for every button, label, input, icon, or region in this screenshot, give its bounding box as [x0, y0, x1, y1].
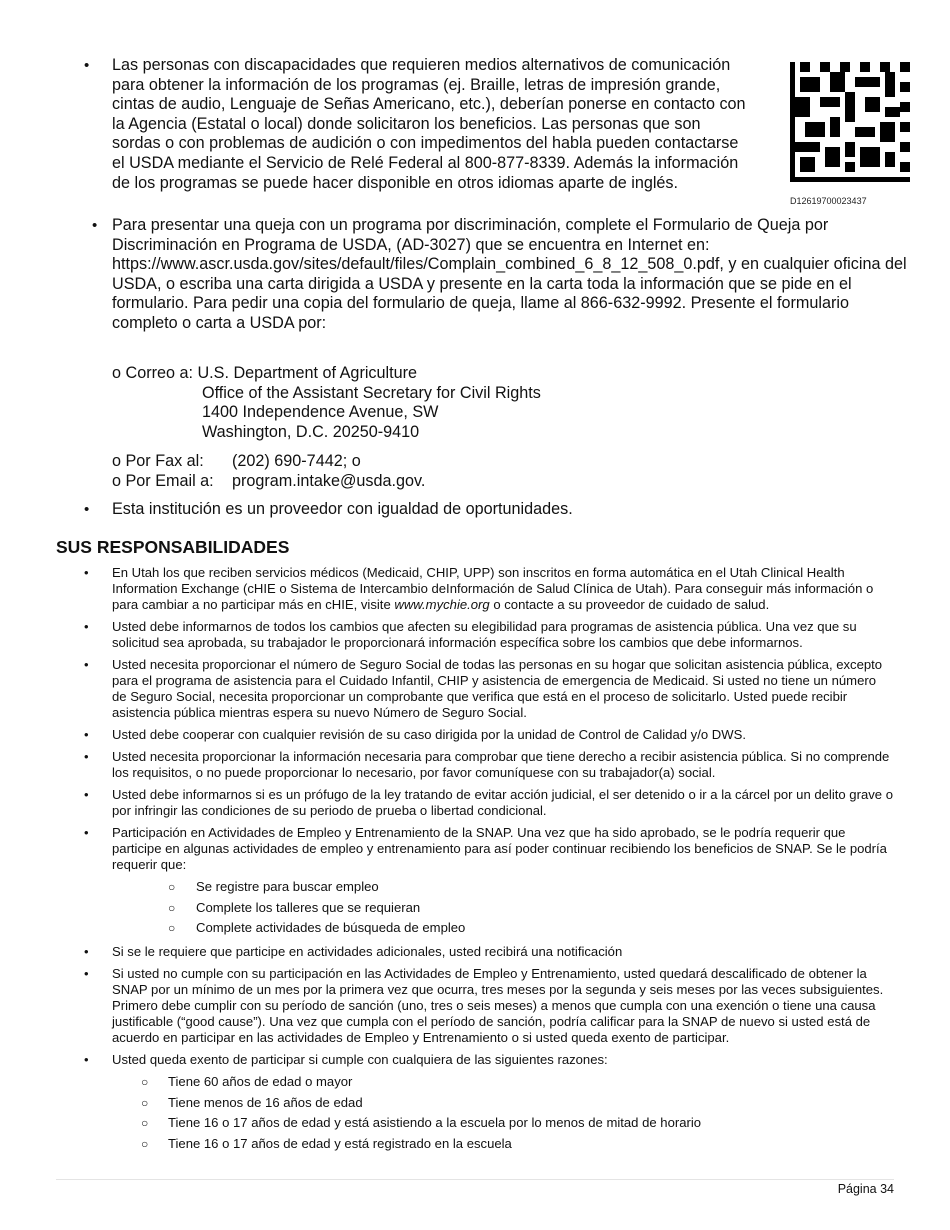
address-line: Office of the Assistant Secretary for Civil Rights	[202, 383, 541, 402]
circle-bullet-icon: ○	[141, 1095, 149, 1110]
item-text: Usted necesita proporcionar la información necesaria para comprobar que tiene derecho a recibir asistencia pública. Si no comprende los requisitos, o no puede proporcionar lo necesario, por favor comuníquese con su trabajador(a) social.	[112, 749, 890, 780]
item-text: Usted debe cooperar con cualquier revisión de su caso dirigida por la unidad de Control de Calidad y/o DWS.	[112, 727, 746, 742]
item-text: Tiene 16 o 17 años de edad y está asistiendo a la escuela por lo menos de mitad de horario	[168, 1115, 702, 1130]
circle-bullet-icon: ○	[141, 1136, 149, 1151]
sub-list-item	[0, 900, 950, 916]
item-text: Usted queda exento de participar si cumple con cualquiera de las siguientes razones:	[112, 1052, 608, 1067]
item-text: Complete actividades de búsqueda de empleo	[196, 920, 466, 935]
item-text: Tiene 16 o 17 años de edad y está registrado en la escuela	[168, 1135, 512, 1151]
equal-opportunity-statement: Esta institución es un proveedor con igualdad de oportunidades.	[112, 500, 573, 518]
snap-requirements-sublist	[0, 879, 950, 936]
list-item	[0, 825, 894, 873]
bullet-icon: •	[84, 966, 89, 981]
item-text: Usted debe informarnos si es un prófugo de la ley tratando de evitar acción judicial, el ser detenido o ir a la cárcel por un delito grave o por infringir las condiciones de su periodo de prueba o libertad condicional.	[112, 787, 893, 818]
bullet-icon: •	[84, 944, 89, 959]
item-text: Complete los talleres que se requieran	[196, 899, 421, 915]
bullet-icon: •	[84, 657, 89, 672]
page-number: Página 34	[837, 1182, 894, 1196]
sub-list-item	[0, 1074, 950, 1090]
complaint-paragraph: Para presentar una queja con un programa por discriminación, complete el Formulario de Queja por Discriminación en Programa de USDA, (AD-3027) que se encuentra en Internet en: https://www.ascr.usda.gov/sites/default/files/Complain_combined_6_8_12_508_0.pdf, y en cualquier oficina del USDA, o escriba una carta dirigida a USDA y presente en la carta toda la información que se pide en el formulario. Para pedir una copia del formulario de queja, llame al 866-632-9992. Presente el formulario completo o carta a USDA por:	[112, 216, 907, 332]
circle-bullet-icon: ○	[168, 900, 176, 915]
bullet-icon: •	[84, 749, 89, 764]
datamatrix-barcode-icon	[790, 62, 910, 182]
email-label: o Por Email a:	[112, 471, 214, 490]
list-item	[0, 966, 894, 1046]
mychie-link[interactable]: www.mychie.org	[394, 597, 490, 612]
sub-list-item	[0, 1136, 950, 1152]
address-line: 1400 Independence Avenue, SW	[202, 403, 439, 422]
list-item	[0, 749, 894, 781]
bullet-icon: •	[84, 501, 90, 518]
address-line: Washington, D.C. 20250-9410	[202, 422, 420, 441]
bullet-icon: •	[92, 217, 98, 234]
bullet-icon: •	[84, 787, 89, 802]
mailing-address	[112, 364, 812, 442]
address-line: U.S. Department of Agriculture	[197, 364, 418, 382]
list-item	[0, 787, 894, 819]
item-text: Usted debe informarnos de todos los cambios que afecten su elegibilidad para programas de asistencia pública. Una vez que su solicitud sea aprobada, su trabajador le proporcionará información específica sobre los cambios que debe informarnos.	[112, 619, 857, 650]
list-item	[0, 657, 894, 721]
bullet-icon: •	[84, 619, 89, 634]
item-text: Tiene 60 años de edad o mayor	[168, 1074, 353, 1089]
item-text: Si usted no cumple con su participación en las Actividades de Empleo y Entrenamiento, usted quedará descalificado de obtener la SNAP por un mínimo de un mes por la primera vez que ocurra, tres meses por la segunda y seis meses por las veces subsiguientes. Primero debe cumplir con su período de sanción (uno, tres o seis meses) a menos que cumpla con una exención o tiene una causa justificable (“good cause”). Una vez que cumpla con el período de sanción, podría calificar para la SNAP de nuevo si usted está de acuerdo en participar en las actividades de Empleo y Entrenamiento o si usted queda exento de participar.	[112, 966, 884, 1045]
item-text: o contacte a su proveedor de cuidado de salud.	[489, 597, 770, 612]
item-text: Participación en Actividades de Empleo y Entrenamiento de la SNAP. Una vez que ha sido aprobado, se le podría requerir que participe en algunas actividades de empleo y entrenamiento para así poder continuar recibiendo los beneficios de SNAP. Se le podría requerir que:	[112, 825, 887, 872]
bullet-icon: •	[84, 727, 89, 742]
sub-list-item	[0, 920, 950, 936]
sub-list-item	[0, 879, 950, 895]
list-item	[0, 619, 894, 651]
section-heading: SUS RESPONSABILIDADES	[56, 537, 290, 557]
item-text: Usted necesita proporcionar el número de Seguro Social de todas las personas en su hogar que solicitan asistencia pública, excepto para el programa de asistencia para el Cuidado Infantil, CHIP y asistencia de emergencia de Medicaid. Si usted no tiene un número de Seguro Social, necesita proporcionar un comprobante que verifica que está en el proceso de solicitarlo. Usted puede recibir asistencia pública mientras espera su nuevo Número de Seguro Social.	[112, 657, 883, 720]
list-item	[0, 944, 894, 960]
accessibility-paragraph: Las personas con discapacidades que requieren medios alternativos de comunicación para obtener la información de los programas (ej. Braille, letras de impresión grande, cintas de audio, Lenguaje de Señas Americano, etc.), deberían ponerse en contacto con la Agencia (Estatal o local) donde solicitaron los beneficios. Las personas que son sordas o con problemas de audición o con impedimentos del habla pueden contactarse el USDA mediante el Servicio de Relé Federal al 800-877-8339. Además la información de los programas se puede hacer disponible en otros idiomas aparte de inglés.	[112, 56, 746, 192]
list-item	[0, 1052, 894, 1068]
barcode-id: D12619700023437	[790, 196, 867, 206]
item-text: Si se le requiere que participe en actividades adicionales, usted recibirá una notificación	[112, 944, 623, 959]
sub-list-item	[0, 1095, 950, 1111]
footer-divider	[56, 1179, 894, 1180]
sub-list-item	[0, 1115, 950, 1131]
circle-bullet-icon: ○	[168, 921, 176, 935]
bullet-icon: •	[84, 1052, 89, 1067]
circle-bullet-icon: ○	[141, 1075, 149, 1089]
bullet-icon: •	[84, 57, 90, 74]
fax-number: (202) 690-7442; o	[232, 452, 361, 470]
contact-methods	[112, 452, 812, 491]
bullet-icon: •	[84, 565, 89, 580]
item-text: En Utah los que reciben servicios médicos (Medicaid, CHIP, UPP) son inscritos en forma automática en el Utah Clinical Health Information Exchange (cHIE o Sistema de Intercambio deInformación de Salud Clínica de Utah). Para conseguir más información o para cambiar a no participar más en cHIE, visite	[112, 565, 874, 612]
item-text: Se registre para buscar empleo	[196, 879, 379, 894]
exemption-sublist	[0, 1074, 950, 1152]
mail-label: o Correo a:	[112, 364, 193, 382]
fax-label: o Por Fax al:	[112, 452, 204, 470]
list-item	[0, 565, 894, 613]
item-text: Tiene menos de 16 años de edad	[168, 1094, 363, 1110]
email-address[interactable]: program.intake@usda.gov.	[232, 471, 426, 490]
responsibilities-list	[0, 565, 950, 1156]
circle-bullet-icon: ○	[168, 880, 176, 894]
circle-bullet-icon: ○	[141, 1116, 149, 1130]
list-item	[0, 727, 894, 743]
bullet-icon: •	[84, 825, 89, 840]
